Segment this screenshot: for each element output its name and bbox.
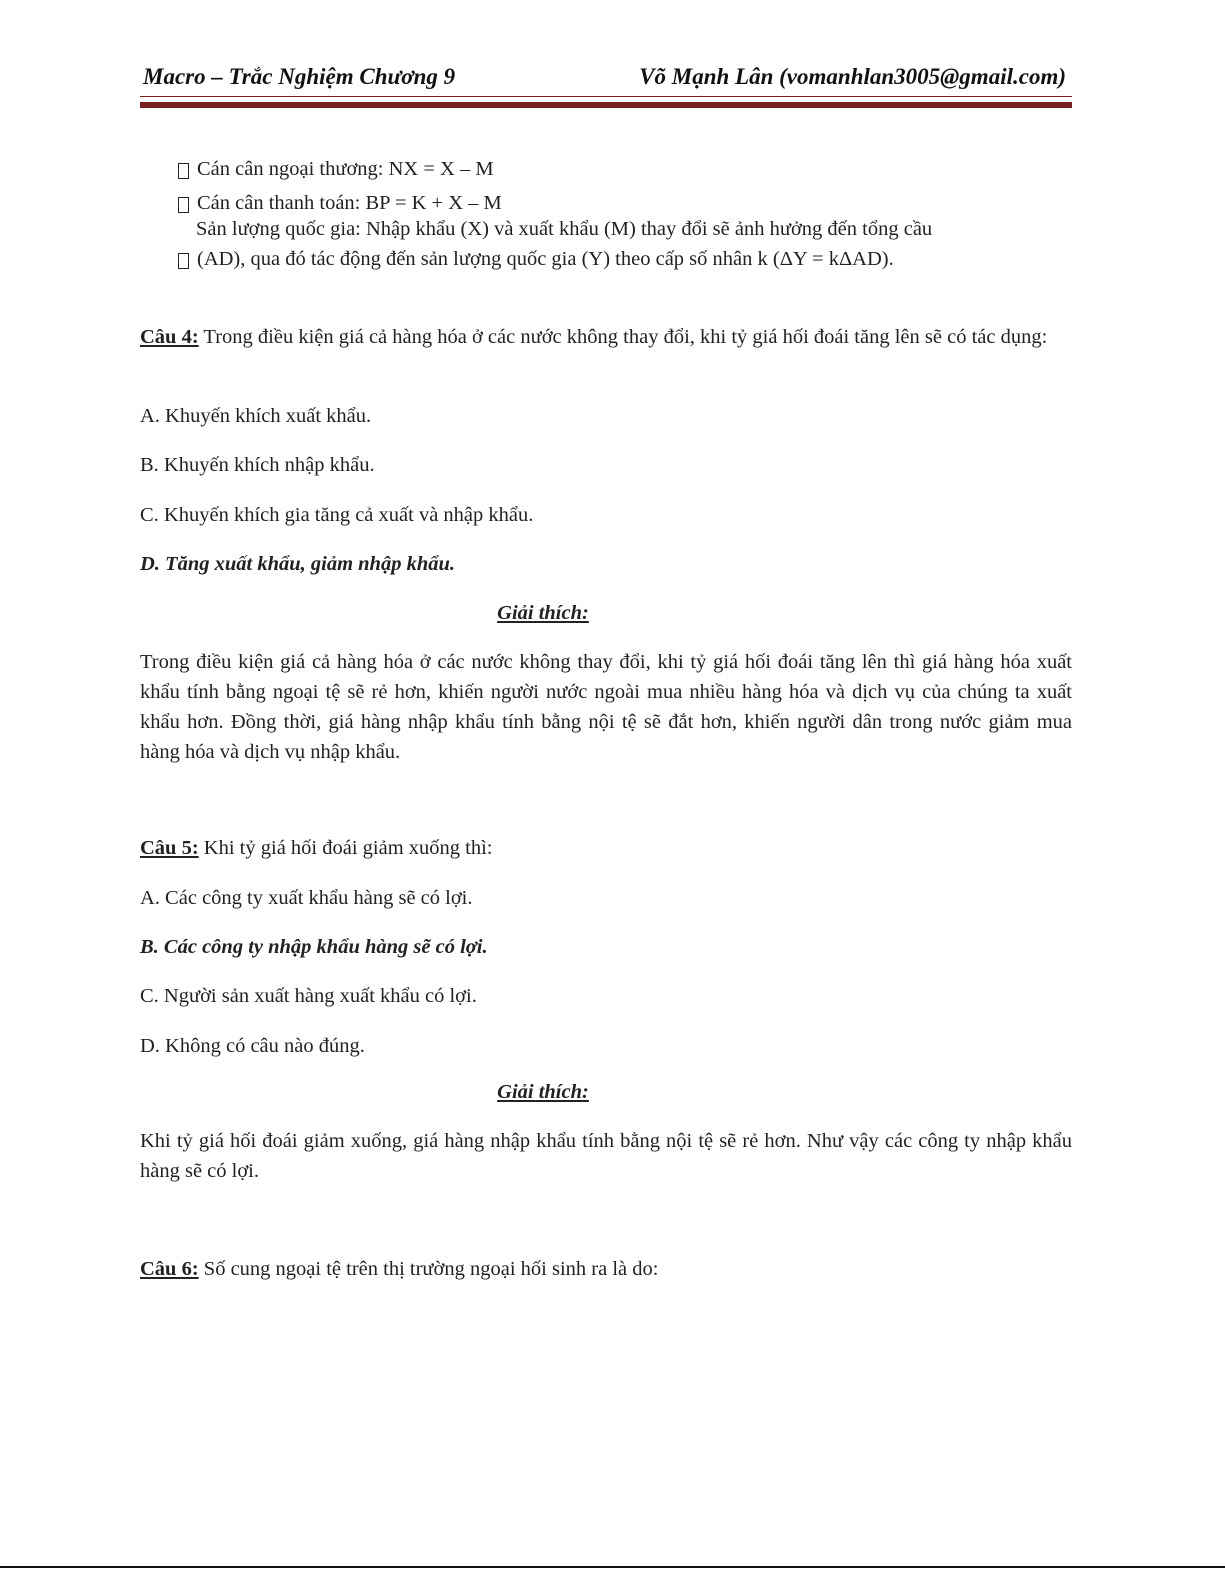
square-bullet-icon bbox=[178, 197, 189, 213]
option-c: C. Người sản xuất hàng xuất khẩu có lợi. bbox=[140, 985, 477, 1007]
page-header bbox=[140, 62, 1072, 94]
header-rule-thin bbox=[140, 96, 1072, 97]
option-c: C. Khuyến khích gia tăng cả xuất và nhập khẩu. bbox=[140, 504, 534, 526]
header-author: Võ Mạnh Lân (vomanhlan3005@gmail.com) bbox=[639, 64, 1066, 89]
header-title: Macro – Trắc Nghiệm Chương 9 bbox=[143, 64, 456, 89]
explanation-title: Giải thích: bbox=[497, 602, 589, 624]
option-a: A. Các công ty xuất khẩu hàng sẽ có lợi. bbox=[140, 887, 473, 909]
question-5 bbox=[140, 833, 1072, 863]
square-bullet-icon bbox=[178, 163, 189, 179]
square-bullet-icon bbox=[178, 253, 189, 269]
bullet-text: (AD), qua đó tác động đến sản lượng quốc gia (Y) theo cấp số nhân k (ΔY = kΔAD). bbox=[197, 248, 894, 270]
question-6 bbox=[140, 1254, 1072, 1284]
question-text: Số cung ngoại tệ trên thị trường ngoại hối sinh ra là do: bbox=[198, 1258, 659, 1280]
question-label: Câu 5: bbox=[140, 837, 199, 859]
option-d: D. Không có câu nào đúng. bbox=[140, 1035, 365, 1057]
question-label: Câu 6: bbox=[140, 1258, 199, 1280]
bullet-text: Cán cân thanh toán: BP = K + X – M bbox=[197, 192, 502, 214]
explanation-text: Khi tỷ giá hối đoái giảm xuống, giá hàng nhập khẩu tính bằng nội tệ sẽ rẻ hơn. Như vậy các công ty nhập khẩu hàng sẽ có lợi. bbox=[140, 1130, 1072, 1182]
question-4 bbox=[140, 322, 1072, 352]
question-text: Khi tỷ giá hối đoái giảm xuống thì: bbox=[198, 837, 493, 859]
header-rule-thick bbox=[140, 102, 1072, 108]
explanation-title: Giải thích: bbox=[497, 1081, 589, 1103]
option-d-correct: D. Tăng xuất khẩu, giảm nhập khẩu. bbox=[140, 553, 455, 575]
option-b: B. Khuyến khích nhập khẩu. bbox=[140, 454, 375, 476]
bullet-output-line2 bbox=[178, 244, 894, 274]
explanation-text: Trong điều kiện giá cả hàng hóa ở các nước không thay đổi, khi tỷ giá hối đoái tăng lên thì giá hàng hóa xuất khẩu tính bằng ngoại tệ sẽ rẻ hơn, khiến người nước ngoài mua nhiều hàng hóa và dịch vụ của chúng ta xuất khẩu hơn. Đồng thời, giá hàng nhập khẩu tính bằng nội tệ sẽ đắt hơn, khiến người dân trong nước giảm mua hàng hóa và dịch vụ nhập khẩu. bbox=[140, 651, 1072, 763]
option-a: A. Khuyến khích xuất khẩu. bbox=[140, 405, 372, 427]
bullet-output-line1: Sản lượng quốc gia: Nhập khẩu (X) và xuất khẩu (M) thay đổi sẽ ảnh hưởng đến tổng cầu bbox=[196, 218, 933, 240]
option-b-correct: B. Các công ty nhập khẩu hàng sẽ có lợi. bbox=[140, 936, 488, 958]
bullet-trade-balance bbox=[178, 154, 494, 184]
question-label: Câu 4: bbox=[140, 326, 199, 348]
bullet-text: Cán cân ngoại thương: NX = X – M bbox=[197, 158, 494, 180]
question-text: Trong điều kiện giá cả hàng hóa ở các nước không thay đổi, khi tỷ giá hối đoái tăng lên sẽ có tác dụng: bbox=[198, 326, 1048, 348]
page-bottom-border bbox=[0, 1566, 1225, 1568]
